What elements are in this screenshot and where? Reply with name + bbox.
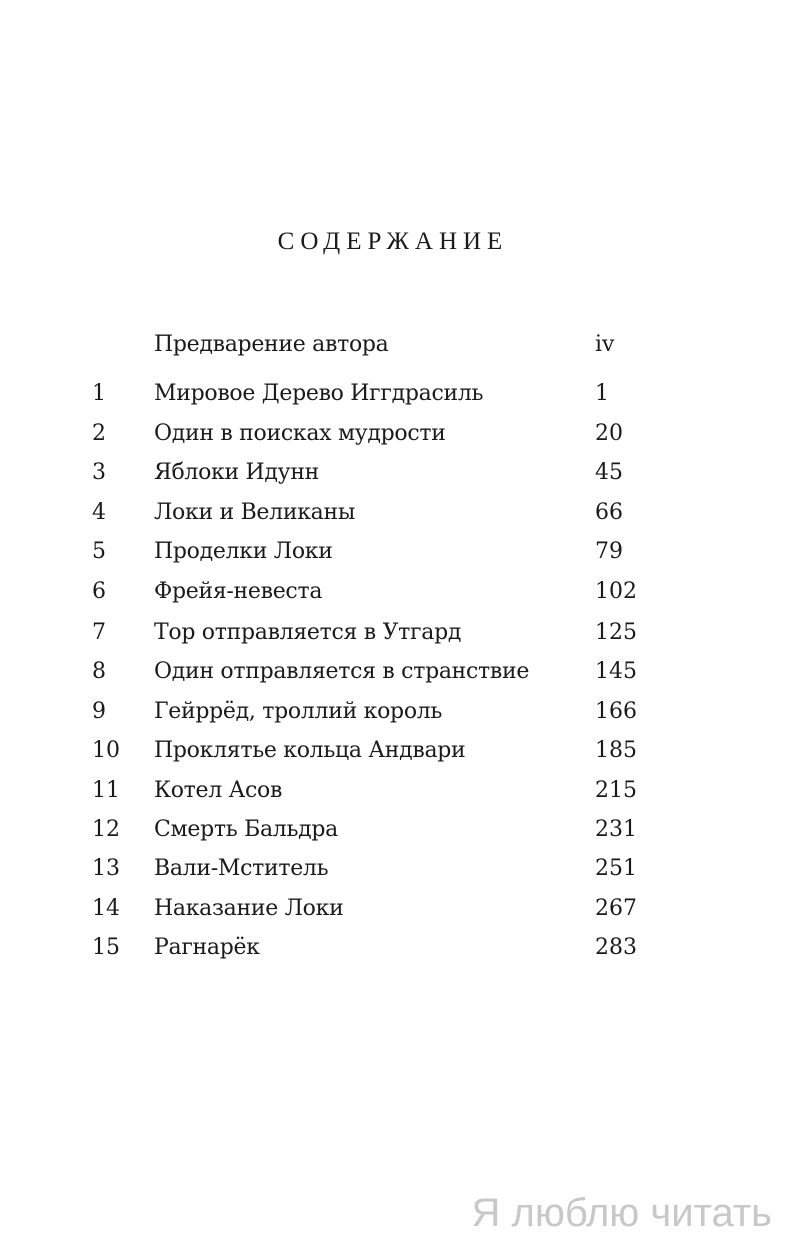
chapter-title: Тор отправляется в Утгард xyxy=(154,620,462,645)
chapter-title: Фрейя-невеста xyxy=(154,579,323,604)
chapter-number: 8 xyxy=(92,659,106,684)
toc-entry-1 xyxy=(0,374,786,414)
page-number: 185 xyxy=(595,738,637,763)
chapter-title: Предварение автора xyxy=(154,332,389,357)
page-number: 20 xyxy=(595,421,623,446)
chapter-title: Локи и Великаны xyxy=(154,500,356,525)
table-of-contents xyxy=(0,325,786,975)
toc-entry-7 xyxy=(0,613,786,653)
toc-entry-12 xyxy=(0,810,786,850)
page-number: 66 xyxy=(595,500,623,525)
chapter-number: 3 xyxy=(92,460,106,485)
page-number: 215 xyxy=(595,778,637,803)
toc-entry-13 xyxy=(0,849,786,889)
chapter-number: 15 xyxy=(92,935,120,960)
page-number: 231 xyxy=(595,817,637,842)
chapter-title: Один в поисках мудрости xyxy=(154,421,446,446)
chapter-title: Яблоки Идунн xyxy=(154,460,320,485)
page-number: 125 xyxy=(595,620,637,645)
chapter-number: 13 xyxy=(92,856,120,881)
chapter-title: Вали-Мститель xyxy=(154,856,329,881)
toc-entry-10 xyxy=(0,731,786,771)
toc-entry-14 xyxy=(0,889,786,929)
chapter-number: 10 xyxy=(92,738,120,763)
chapter-number: 7 xyxy=(92,620,106,645)
toc-entry-6 xyxy=(0,572,786,612)
page-number: 283 xyxy=(595,935,637,960)
chapter-title: Проклятье кольца Андвари xyxy=(154,738,466,763)
toc-entry-11 xyxy=(0,771,786,811)
page-number: 251 xyxy=(595,856,637,881)
toc-entry-2 xyxy=(0,414,786,454)
chapter-number: 11 xyxy=(92,778,120,803)
toc-entry-3 xyxy=(0,453,786,493)
toc-entry-8 xyxy=(0,652,786,692)
chapter-number: 5 xyxy=(92,539,106,564)
toc-entry-preface xyxy=(0,325,786,365)
chapter-number: 14 xyxy=(92,896,120,921)
chapter-title: Рагнарёк xyxy=(154,935,260,960)
page-number: 102 xyxy=(595,579,637,604)
chapter-number: 1 xyxy=(92,381,106,406)
page-number: iv xyxy=(595,332,615,357)
chapter-number: 2 xyxy=(92,421,106,446)
chapter-number: 4 xyxy=(92,500,106,525)
page-number: 166 xyxy=(595,699,637,724)
toc-entry-15 xyxy=(0,928,786,968)
chapter-title: Смерть Бальдра xyxy=(154,817,338,842)
chapter-title: Котел Асов xyxy=(154,778,283,803)
chapter-title: Гейррёд, троллий король xyxy=(154,699,443,724)
chapter-number: 12 xyxy=(92,817,120,842)
page-number: 267 xyxy=(595,896,637,921)
toc-entry-5 xyxy=(0,532,786,572)
chapter-number: 6 xyxy=(92,579,106,604)
watermark: Я люблю читать xyxy=(471,1191,772,1235)
toc-entry-9 xyxy=(0,692,786,732)
page-number: 145 xyxy=(595,659,637,684)
page-number: 45 xyxy=(595,460,623,485)
toc-entry-4 xyxy=(0,493,786,533)
chapter-title: Наказание Локи xyxy=(154,896,344,921)
chapter-title: Мировое Дерево Иггдрасиль xyxy=(154,381,484,406)
page-number: 1 xyxy=(595,381,609,406)
chapter-number: 9 xyxy=(92,699,106,724)
chapter-title: Проделки Локи xyxy=(154,539,333,564)
page-title: СОДЕРЖАНИЕ xyxy=(277,228,509,255)
page-number: 79 xyxy=(595,539,623,564)
chapter-title: Один отправляется в странствие xyxy=(154,659,530,684)
